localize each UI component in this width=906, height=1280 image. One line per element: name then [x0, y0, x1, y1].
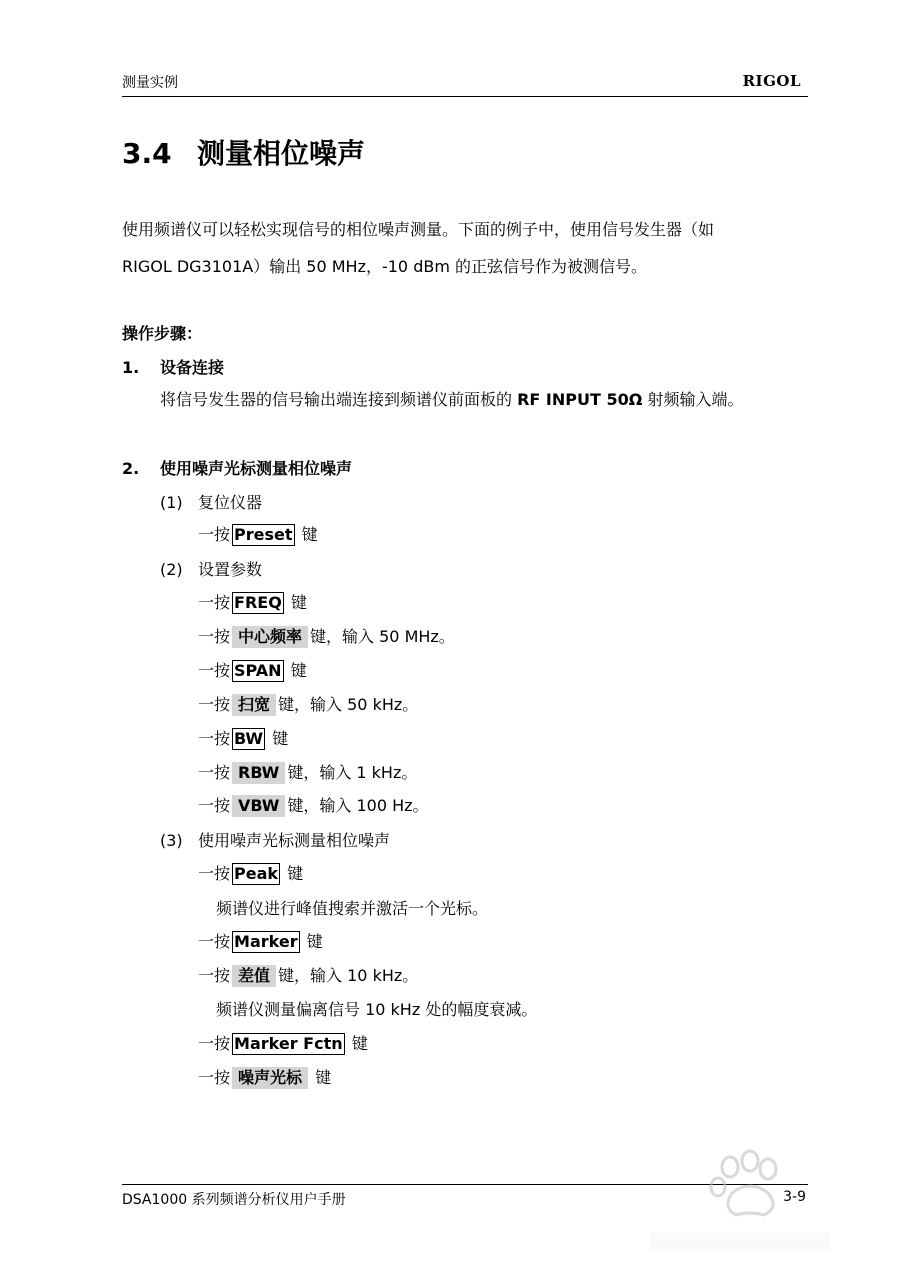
intro-line-1: 使用频谱仪可以轻松实现信号的相位噪声测量。下面的例子中，使用信号发生器（如 [122, 220, 715, 239]
press-text: 一按 [198, 966, 231, 985]
press-text: 一按 [198, 1068, 231, 1087]
center-freq-softkey: 中心频率 [232, 626, 308, 648]
marker-key: Marker [234, 932, 298, 951]
step-1-number: 1. [122, 358, 140, 377]
center-freq-after: 键，输入 50 MHz。 [310, 627, 455, 646]
instruction-bw [198, 726, 288, 750]
sub-step-2-title: 设置参数 [198, 560, 263, 579]
rbw-softkey: RBW [232, 762, 285, 784]
instruction-center-freq [198, 624, 455, 648]
span-key: SPAN [234, 661, 282, 680]
key-word: 键 [315, 1068, 332, 1087]
intro-line-2: RIGOL DG3101A）输出 50 MHz，-10 dBm 的正弦信号作为被测信号。 [122, 257, 648, 276]
span-softkey: 扫宽 [232, 694, 276, 716]
key-word: 键 [272, 729, 289, 748]
preset-key: Preset [234, 525, 293, 544]
page-number: 3-9 [783, 1189, 806, 1205]
instruction-freq [198, 590, 307, 614]
press-text: 一按 [198, 627, 231, 646]
instruction-sweep-span [198, 692, 418, 716]
press-text: 一按 [198, 864, 231, 883]
press-text: 一按 [198, 695, 231, 714]
key-word: 键 [351, 1034, 368, 1053]
press-text: 一按 [198, 661, 231, 680]
vbw-softkey: VBW [232, 795, 285, 817]
sub-step-1-heading [160, 490, 262, 513]
step-1-description [160, 387, 743, 410]
press-text: 一按 [198, 932, 231, 951]
freq-key: FREQ [234, 593, 282, 612]
sub-step-3-heading [160, 828, 390, 851]
peak-key: Peak [234, 864, 279, 883]
instruction-marker-fctn [198, 1031, 368, 1055]
vbw-after: 键，输入 100 Hz。 [287, 796, 429, 815]
header-brand-logo: RIGOL [742, 72, 801, 90]
header-divider [122, 96, 808, 97]
footer-manual-title: DSA1000 系列频谱分析仪用户手册 [122, 1192, 346, 1208]
watermark-paw-icon [640, 1145, 840, 1255]
page-title [122, 132, 365, 172]
step-2-title: 使用噪声光标测量相位噪声 [160, 459, 353, 478]
instruction-noise-marker [198, 1065, 331, 1089]
press-text: 一按 [198, 729, 231, 748]
delta-after: 键，输入 10 kHz。 [278, 966, 419, 985]
press-text: 一按 [198, 763, 231, 782]
sub-step-1-number: (1) [160, 493, 183, 512]
bw-key: BW [234, 729, 263, 748]
delta-note: 频谱仪测量偏离信号 10 kHz 处的幅度衰减。 [216, 1000, 538, 1019]
sub-step-3-title: 使用噪声光标测量相位噪声 [198, 831, 391, 850]
key-word: 键 [290, 661, 307, 680]
key-word: 键 [301, 525, 318, 544]
header-section-title: 测量实例 [122, 75, 178, 91]
sub-step-2-number: (2) [160, 560, 183, 579]
press-text: 一按 [198, 593, 231, 612]
noise-marker-softkey: 噪声光标 [232, 1067, 308, 1089]
peak-note: 频谱仪进行峰值搜索并激活一个光标。 [216, 899, 489, 918]
marker-fctn-key: Marker Fctn [234, 1034, 343, 1053]
instruction-peak [198, 861, 303, 885]
instruction-span [198, 658, 307, 682]
key-word: 键 [287, 864, 304, 883]
sub-step-2-heading [160, 557, 262, 580]
sub-step-1-title: 复位仪器 [198, 493, 263, 512]
rbw-after: 键，输入 1 kHz。 [287, 763, 418, 782]
step-1-title: 设备连接 [160, 358, 225, 377]
step-1-desc-post: 射频输入端。 [647, 390, 744, 409]
instruction-delta [198, 963, 418, 987]
delta-softkey: 差值 [232, 965, 276, 987]
press-text: 一按 [198, 1034, 231, 1053]
step-1-desc-pre: 将信号发生器的信号输出端连接到频谱仪前面板的 [160, 390, 513, 409]
press-text: 一按 [198, 796, 231, 815]
sweep-after: 键，输入 50 kHz。 [278, 695, 419, 714]
sub-step-3-number: (3) [160, 831, 183, 850]
instruction-preset [198, 522, 318, 546]
rf-input-label: RF INPUT 50Ω [517, 390, 643, 409]
step-2-heading [122, 456, 352, 479]
steps-label: 操作步骤： [122, 324, 203, 343]
instruction-vbw [198, 793, 429, 817]
key-word: 键 [306, 932, 323, 951]
press-text: 一按 [198, 525, 231, 544]
section-number: 3.4 [122, 137, 172, 170]
instruction-rbw [198, 760, 417, 784]
section-title: 测量相位噪声 [197, 137, 366, 170]
instruction-marker [198, 929, 323, 953]
step-1-heading [122, 355, 224, 378]
key-word: 键 [290, 593, 307, 612]
step-2-number: 2. [122, 459, 140, 478]
